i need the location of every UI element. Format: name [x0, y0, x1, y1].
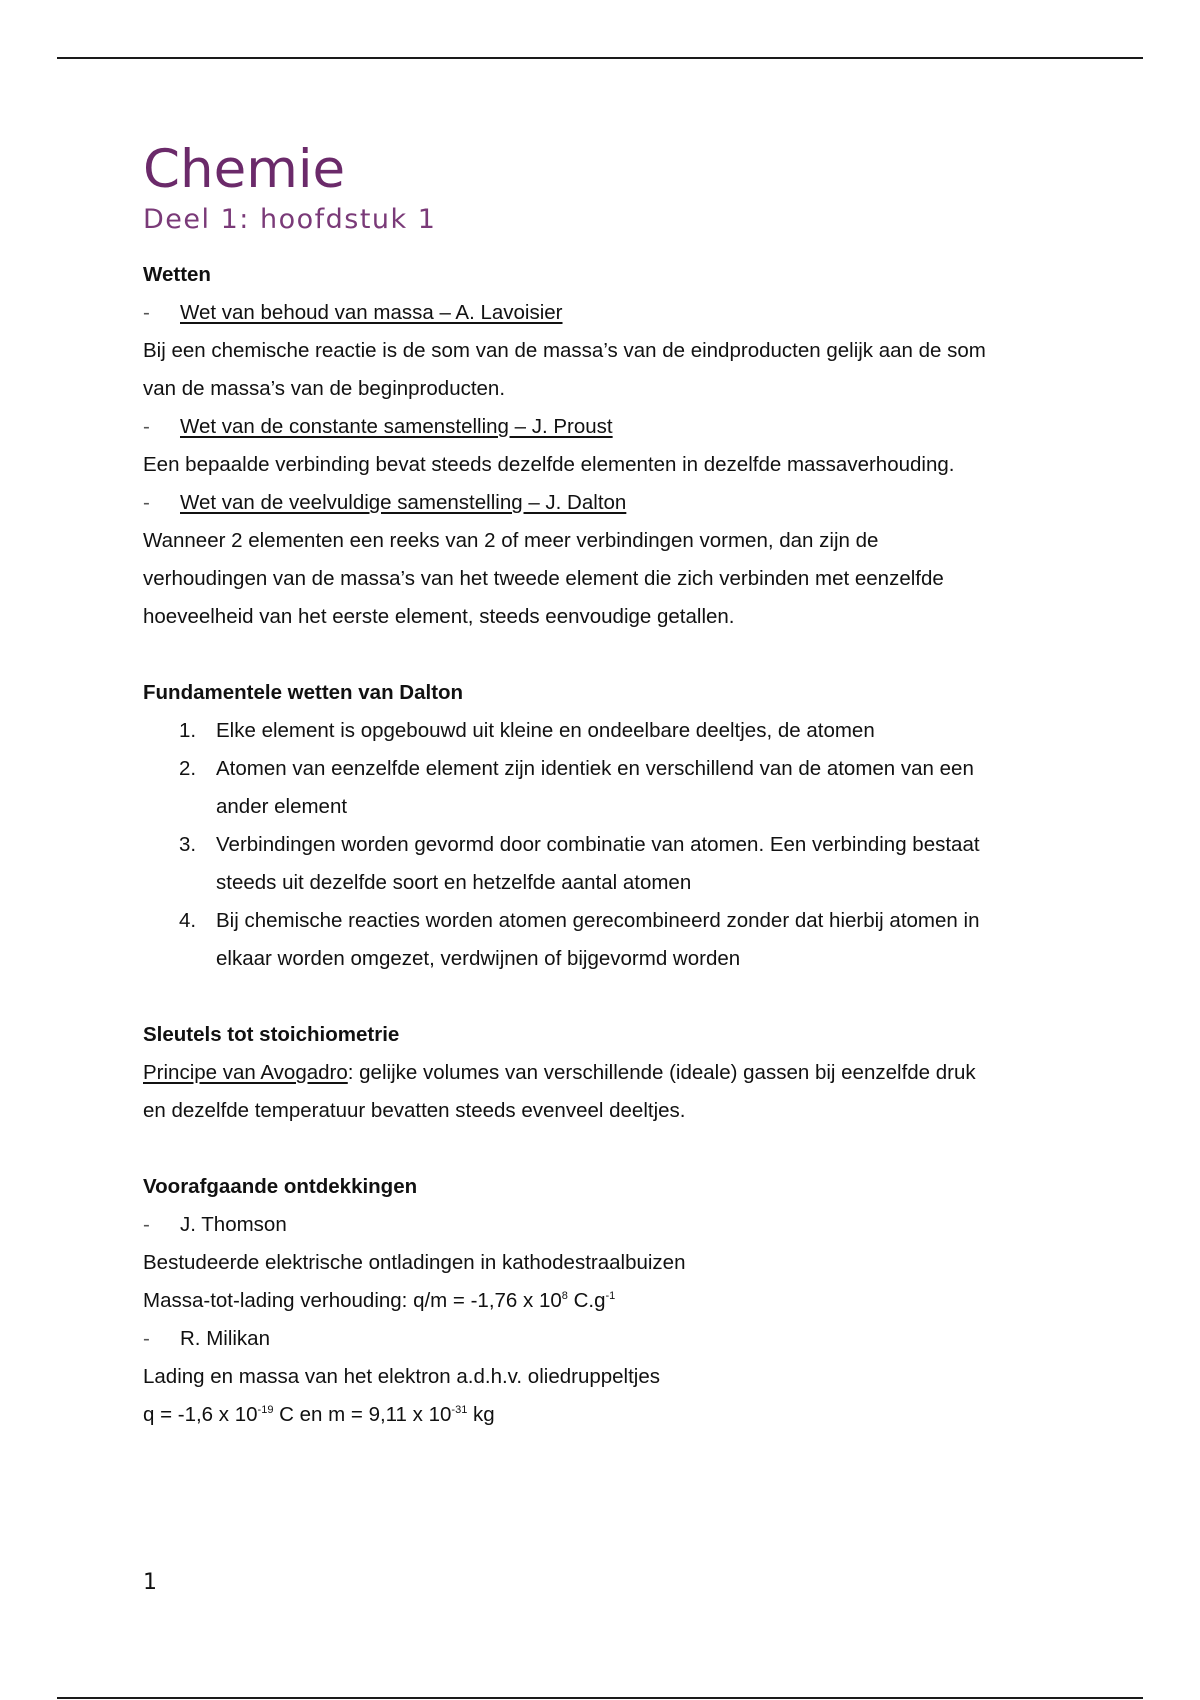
law-name-lavoisier: Wet van behoud van massa – A. Lavoisier: [180, 301, 563, 324]
scientist-name-thomson: J. Thomson: [180, 1213, 287, 1236]
mass-unit: kg: [467, 1403, 495, 1426]
list-item: [143, 826, 1083, 902]
page-content: [143, 140, 1083, 1434]
document-subtitle: Deel 1: hoofdstuk 1: [143, 204, 437, 235]
list-item: [143, 902, 1083, 978]
header-rule: [57, 57, 1143, 59]
footer-rule: [57, 1697, 1143, 1699]
bullet-dash: -: [143, 301, 150, 324]
milikan-description: Lading en massa van het elektron a.d.h.v. oliedruppeltjes: [143, 1365, 661, 1388]
list-text-line: Verbindingen worden gevormd door combinatie van atomen. Een verbinding bestaat: [216, 833, 980, 856]
discovery-item-milikan: [143, 1320, 1083, 1358]
discovery-item-thomson: [143, 1206, 1083, 1244]
section-heading-stoichiometrie: Sleutels tot stoichiometrie: [143, 1023, 400, 1046]
list-text-line: elkaar worden omgezet, verdwijnen of bijgevormd worden: [216, 947, 741, 970]
section-heading-dalton: Fundamentele wetten van Dalton: [143, 681, 464, 704]
list-text-line: Elke element is opgebouwd uit kleine en ondeelbare deeltjes, de atomen: [216, 719, 875, 742]
paragraph-gap: [143, 636, 1083, 674]
milikan-values: [143, 1396, 1083, 1434]
charge-exponent: -19: [257, 1404, 274, 1417]
list-item: [143, 712, 1083, 750]
avogadro-line: [143, 1054, 1083, 1092]
paragraph-gap: [143, 978, 1083, 1016]
law-text-line: van de massa’s van de beginproducten.: [143, 377, 506, 400]
list-number: 4.: [179, 909, 197, 932]
bullet-dash: -: [143, 415, 150, 438]
scientist-name-milikan: R. Milikan: [180, 1327, 270, 1350]
list-text: [216, 826, 1046, 902]
thomson-description: Bestudeerde elektrische ontladingen in kathodestraalbuizen: [143, 1251, 686, 1274]
ratio-prefix: Massa-tot-lading verhouding: q/m = -1,76 x 10: [143, 1289, 562, 1312]
list-text: [216, 902, 1046, 978]
bullet-dash: -: [143, 491, 150, 514]
bullet-dash: -: [143, 1213, 150, 1236]
list-item: [143, 750, 1083, 826]
section-heading-wetten: Wetten: [143, 263, 211, 286]
list-text-line: steeds uit dezelfde soort en hetzelfde aantal atomen: [216, 871, 692, 894]
law-text-line: hoeveelheid van het eerste element, steeds eenvoudige getallen.: [143, 605, 735, 628]
law-item-dalton: [143, 484, 1083, 522]
list-text-line: Atomen van eenzelfde element zijn identiek en verschillend van de atomen van een: [216, 757, 974, 780]
section-heading-ontdekkingen: Voorafgaande ontdekkingen: [143, 1175, 418, 1198]
law-text-line: Een bepaalde verbinding bevat steeds dezelfde elementen in dezelfde massaverhouding.: [143, 453, 955, 476]
ratio-unit: C.g: [567, 1289, 606, 1312]
list-number: 2.: [179, 757, 197, 780]
avogadro-text: : gelijke volumes van verschillende (ideale) gassen bij eenzelfde druk: [347, 1061, 976, 1084]
law-name-dalton: Wet van de veelvuldige samenstelling – J. Dalton: [180, 491, 627, 514]
ratio-unit-exponent: -1: [605, 1290, 616, 1303]
document-title: Chemie: [143, 139, 346, 200]
list-text-line: Bij chemische reacties worden atomen gerecombineerd zonder dat hierbij atomen in: [216, 909, 980, 932]
law-text-line: Wanneer 2 elementen een reeks van 2 of meer verbindingen vormen, dan zijn de: [143, 529, 879, 552]
law-text-line: verhoudingen van de massa’s van het tweede element die zich verbinden met eenzelfde: [143, 567, 944, 590]
law-name-proust: Wet van de constante samenstelling – J. Proust: [180, 415, 613, 438]
mass-exponent: -31: [451, 1404, 468, 1417]
law-text-line: Bij een chemische reactie is de som van de massa’s van de eindproducten gelijk aan de som: [143, 339, 986, 362]
list-text-line: ander element: [216, 795, 348, 818]
list-number: 3.: [179, 833, 197, 856]
bullet-dash: -: [143, 1327, 150, 1350]
thomson-ratio: [143, 1282, 1083, 1320]
list-number: 1.: [179, 719, 197, 742]
list-text: [216, 750, 1046, 826]
law-item-lavoisier: [143, 294, 1083, 332]
mass-prefix: C en m = 9,11 x 10: [273, 1403, 452, 1426]
list-text: [216, 712, 1046, 750]
page-number: 1: [143, 1570, 157, 1595]
paragraph-gap: [143, 1130, 1083, 1168]
law-item-proust: [143, 408, 1083, 446]
avogadro-principle-name: Principe van Avogadro: [143, 1061, 348, 1084]
charge-prefix: q = -1,6 x 10: [143, 1403, 258, 1426]
ratio-exponent: 8: [561, 1290, 568, 1303]
avogadro-line-2: en dezelfde temperatuur bevatten steeds evenveel deeltjes.: [143, 1099, 686, 1122]
